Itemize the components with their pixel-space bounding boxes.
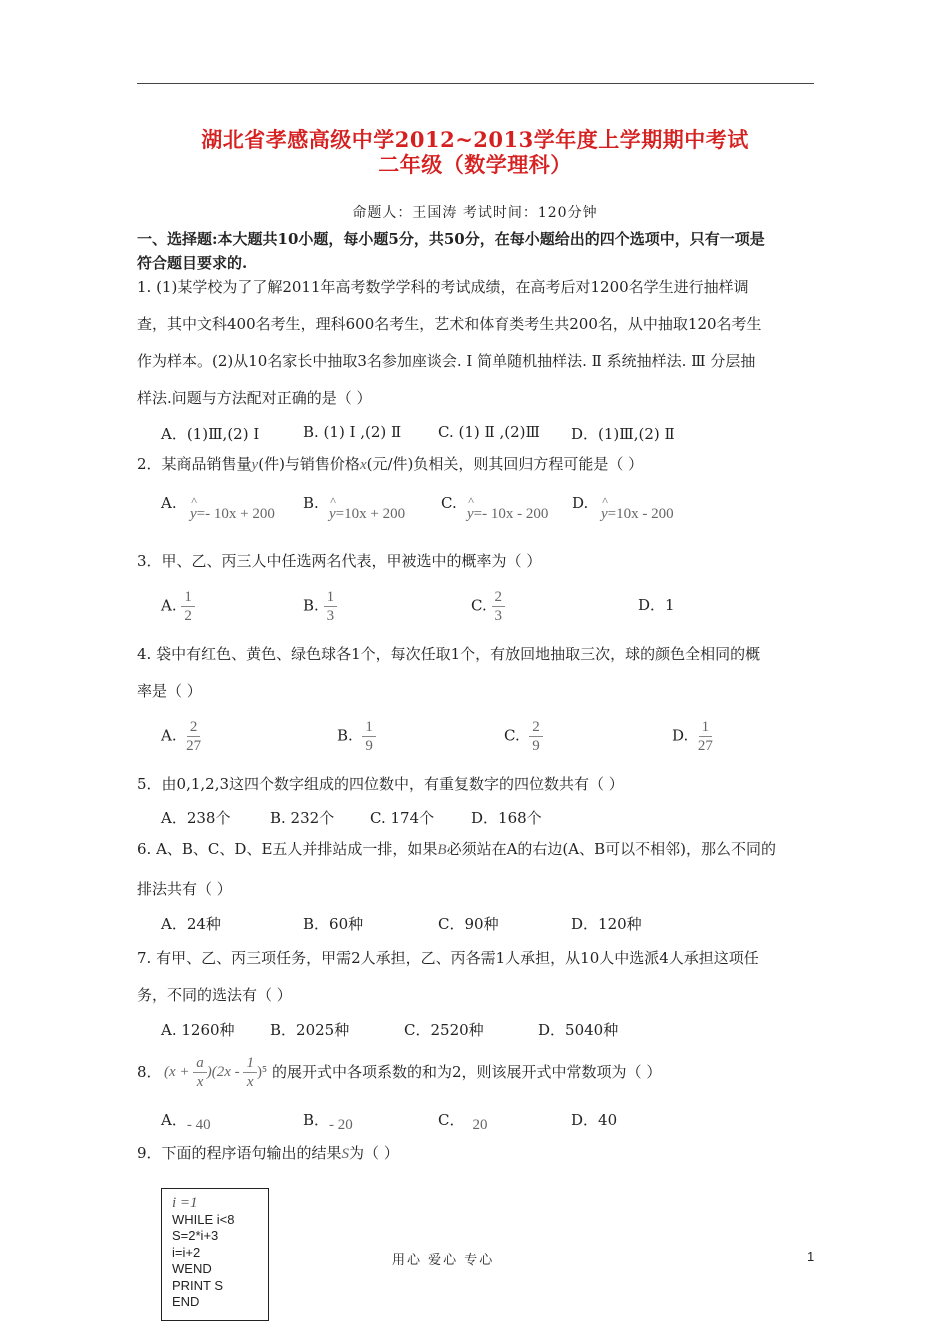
q3-option-b: B. $\frac{1}{3}$ bbox=[303, 588, 337, 625]
q1-line-3: 作为样本。(2)从10名家长中抽取3名参加座谈会. Ⅰ 简单随机抽样法. Ⅱ 系统抽样法. Ⅲ 分层抽 bbox=[137, 352, 756, 370]
q8-option-b: B．- 20 bbox=[303, 1111, 353, 1133]
q9-var-s: S bbox=[341, 1146, 350, 1162]
q3-option-c: C. $\frac{2}{3}$ bbox=[471, 588, 505, 625]
q8-stem: 的展开式中各项系数的和为2，则该展开式中常数项为（ ） bbox=[272, 1063, 662, 1081]
q2-expr-c: ^ y=- 10x - 200 bbox=[467, 506, 548, 523]
section-heading-line-2: 符合题目要求的. bbox=[137, 254, 248, 272]
q5-option-c: C. 174个 bbox=[370, 809, 435, 827]
author-and-time: 命题人：王国涛 考试时间：120分钟 bbox=[352, 205, 598, 221]
q2-option-a: A. bbox=[161, 494, 177, 512]
code-line: i=i+2 bbox=[172, 1244, 201, 1260]
q2-var-x: x bbox=[359, 457, 367, 473]
q6-var-b: B bbox=[437, 842, 447, 858]
q6-line-1: 6. A、B、C、D、E五人并排站成一排，如果B必须站在A的右边(A、B可以不相邻)，那么不同的 bbox=[137, 840, 776, 858]
q9-stem: 9．下面的程序语句输出的结果S为（ ） bbox=[137, 1144, 399, 1162]
q4-option-d: D. $\frac{1}{27}$ bbox=[672, 719, 713, 754]
title-line-2: 二年级（数学理科） bbox=[378, 152, 572, 177]
q6-option-d: D．120种 bbox=[571, 915, 642, 933]
q4-line-2: 率是（ ） bbox=[137, 682, 202, 700]
page-number: 1 bbox=[807, 1249, 815, 1264]
q6-option-b: B．60种 bbox=[303, 915, 364, 933]
code-line: WEND bbox=[172, 1261, 212, 1276]
q1-line-4: 样法.问题与方法配对正确的是（ ） bbox=[137, 389, 372, 407]
q1-option-a: A．(1)Ⅲ,(2) Ⅰ bbox=[161, 425, 260, 443]
code-line: WHILE i<8 bbox=[172, 1211, 235, 1227]
q7-option-c: C．2520种 bbox=[404, 1021, 484, 1039]
q2-var-y: y bbox=[251, 457, 259, 473]
q7-option-d: D．5040种 bbox=[538, 1021, 619, 1039]
q3-stem: 3．甲、乙、丙三人中任选两名代表，甲被选中的概率为（ ） bbox=[137, 552, 542, 570]
q6-line-2: 排法共有（ ） bbox=[137, 880, 232, 898]
q8-option-a: A．- 40 bbox=[161, 1111, 211, 1133]
q1-option-b: B. (1) Ⅰ ,(2) Ⅱ bbox=[303, 423, 402, 441]
q5-option-a: A．238个 bbox=[161, 809, 231, 827]
q4-line-1: 4. 袋中有红色、黄色、绿色球各1个，每次任取1个，有放回地抽取三次，球的颜色全相同的概 bbox=[137, 645, 761, 663]
title-line-1: 湖北省孝感高级中学2012~2013学年度上学期期中考试 bbox=[201, 127, 749, 152]
q6-option-a: A．24种 bbox=[161, 915, 221, 933]
q1-option-d: D．(1)Ⅲ,(2) Ⅱ bbox=[571, 425, 675, 443]
q8-option-d: D．40 bbox=[571, 1111, 618, 1129]
code-line-init: i =1 bbox=[172, 1195, 198, 1211]
q8-option-c: C． 20 bbox=[438, 1111, 488, 1133]
q3-option-a: A. $\frac{1}{2}$ bbox=[161, 588, 195, 625]
q7-line-2: 务，不同的选法有（ ） bbox=[137, 986, 292, 1004]
q6-option-c: C．90种 bbox=[438, 915, 499, 933]
q1-option-c: C. (1) Ⅱ ,(2)Ⅲ bbox=[438, 423, 540, 441]
code-line: S=2*i+3 bbox=[172, 1228, 219, 1243]
q5-option-d: D．168个 bbox=[471, 809, 542, 827]
section-heading-line-1: 一、选择题:本大题共10小题，每小题5分，共50分，在每小题给出的四个选项中，只有一项是 bbox=[137, 230, 765, 248]
q1-line-2: 查，其中文科400名考生，理科600名考生，艺术和体育类考生共200名，从中抽取120名考生 bbox=[137, 315, 762, 333]
code-line: PRINT S bbox=[172, 1277, 224, 1293]
q7-option-a: A. 1260种 bbox=[161, 1021, 235, 1039]
q3-option-d: D．1 bbox=[638, 596, 675, 614]
program-code-box bbox=[161, 1188, 269, 1321]
header-rule bbox=[137, 83, 814, 84]
q2-stem: 2．某商品销售量y(件)与销售价格x(元/件)负相关，则其回归方程可能是（ ） bbox=[137, 455, 644, 473]
q1-line-1: 1. (1)某学校为了了解2011年高考数学学科的考试成绩，在高考后对1200名学生进行抽样调 bbox=[137, 278, 749, 296]
q7-line-1: 7. 有甲、乙、丙三项任务，甲需2人承担，乙、丙各需1人承担，从10人中选派4人承担这项任 bbox=[137, 949, 759, 967]
q2-option-c: C. bbox=[441, 494, 457, 512]
q8-number: 8． bbox=[137, 1063, 162, 1081]
q7-option-b: B．2025种 bbox=[270, 1021, 350, 1039]
q2-option-d: D. bbox=[572, 494, 589, 512]
q4-option-a: A. $\frac{2}{27}$ bbox=[161, 719, 202, 754]
q2-expr-b: ^ y=10x + 200 bbox=[329, 506, 405, 523]
q2-option-b: B. bbox=[303, 494, 319, 512]
q2-expr-a: ^ y=- 10x + 200 bbox=[190, 506, 275, 523]
q8-expression: (x + $\frac{a}{x}$ )(2x - $\frac{1}{x}$ )⁵ bbox=[164, 1055, 268, 1090]
code-line: END bbox=[172, 1294, 200, 1309]
q4-option-c: C. $\frac{2}{9}$ bbox=[504, 718, 543, 755]
q4-option-b: B. $\frac{1}{9}$ bbox=[337, 718, 376, 755]
q5-option-b: B. 232个 bbox=[270, 809, 335, 827]
q2-expr-d: ^ y=10x - 200 bbox=[601, 506, 674, 523]
q5-stem: 5．由0,1,2,3这四个数字组成的四位数中，有重复数字的四位数共有（ ） bbox=[137, 775, 624, 793]
page-footer: 用心 爱心 专心 bbox=[392, 1253, 495, 1268]
